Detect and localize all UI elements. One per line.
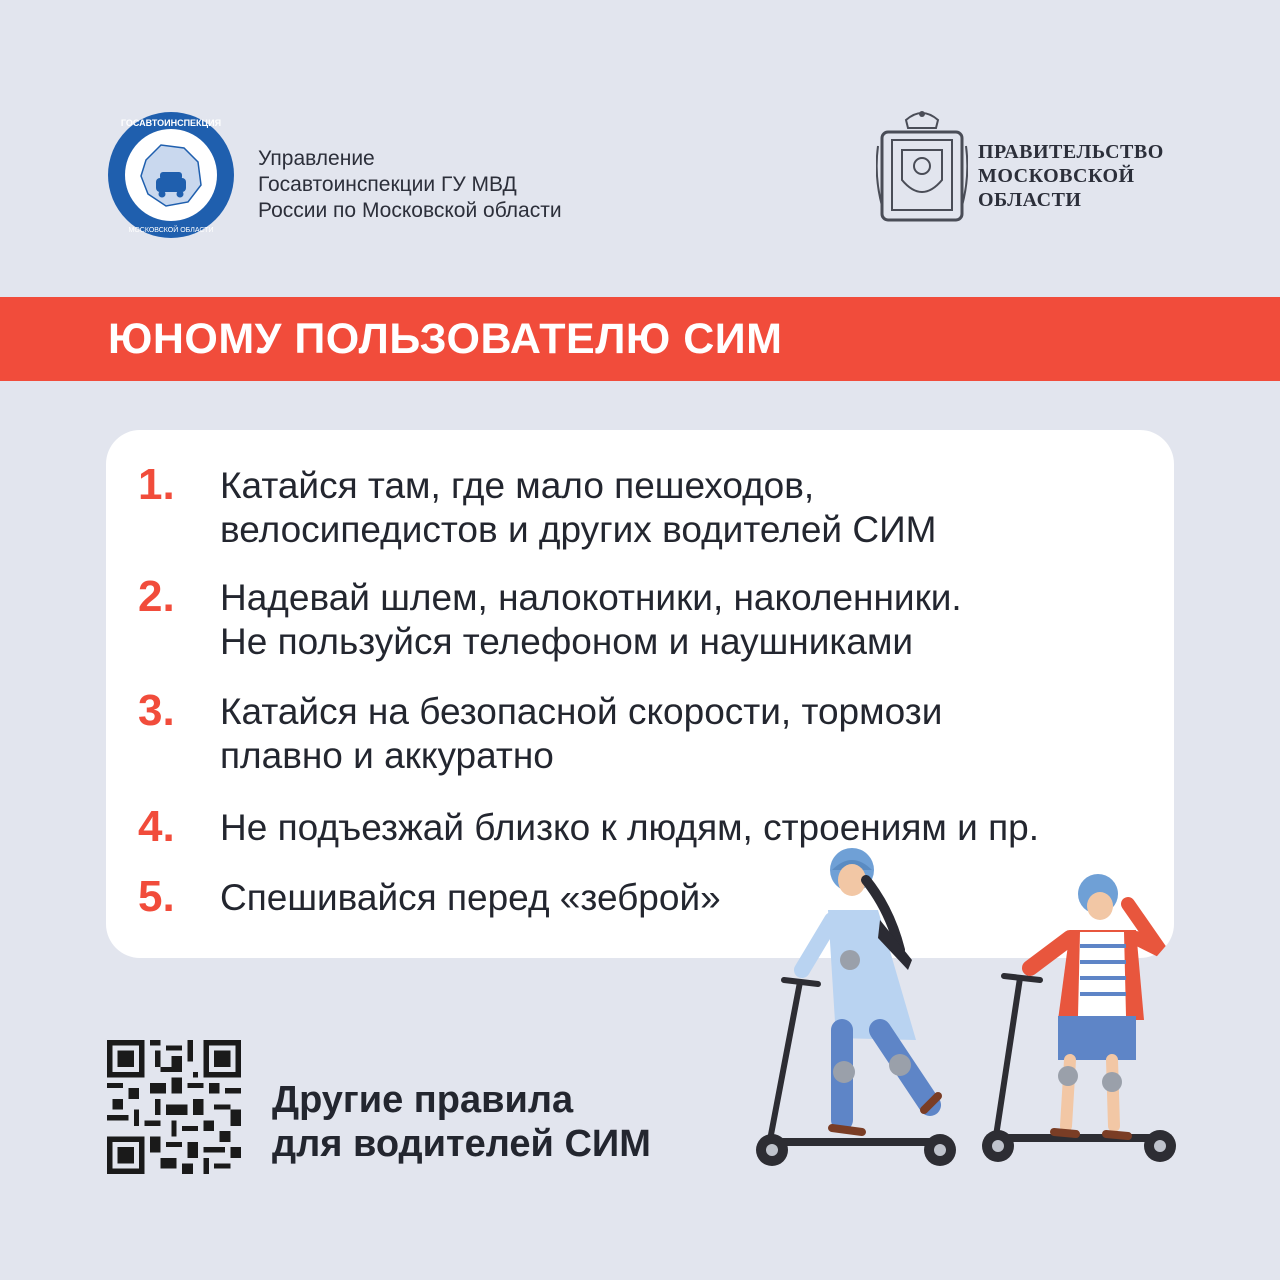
- right-org-line: МОСКОВСКОЙ: [978, 165, 1135, 187]
- rule-number: 3.: [138, 686, 175, 735]
- kids-on-scooters-illustration: [740, 820, 1200, 1180]
- rule-number: 2.: [138, 572, 175, 621]
- rule-number: 5.: [138, 872, 175, 921]
- qr-code[interactable]: [107, 1040, 241, 1174]
- svg-text:ГОСАВТОИНСПЕКЦИЯ: ГОСАВТОИНСПЕКЦИЯ: [120, 118, 222, 128]
- rule-line: Не пользуйся телефоном и наушниками: [220, 621, 914, 662]
- svg-text:МОСКОВСКОЙ ОБЛАСТИ: МОСКОВСКОЙ ОБЛАСТИ: [128, 227, 214, 234]
- right-org-name: [978, 140, 1164, 212]
- rule-text: [220, 690, 942, 778]
- more-rules-line: Другие правила: [272, 1079, 574, 1121]
- rule-text: [220, 464, 936, 552]
- rule-number: 1.: [138, 460, 175, 509]
- right-org-line: ПРАВИТЕЛЬСТВО: [978, 141, 1164, 163]
- right-org-line: ОБЛАСТИ: [978, 189, 1082, 211]
- banner-title: ЮНОМУ ПОЛЬЗОВАТЕЛЮ СИМ: [108, 315, 783, 363]
- rule-line: Катайся там, где мало пешеходов,: [220, 465, 815, 506]
- left-org-name: [258, 146, 562, 224]
- title-banner: [0, 297, 1280, 381]
- rule-line: плавно и аккуратно: [220, 735, 554, 776]
- girl-figure: [802, 848, 938, 1132]
- more-rules-line: для водителей СИМ: [272, 1123, 651, 1165]
- boy-figure: [1030, 874, 1160, 1136]
- traffic-police-emblem: [106, 110, 236, 240]
- left-org-line: Управление: [258, 147, 375, 170]
- rule-number: 4.: [138, 802, 175, 851]
- rule-line: велосипедистов и других водителей СИМ: [220, 509, 937, 550]
- rule-text: [220, 876, 721, 920]
- left-org-line: России по Московской области: [258, 199, 562, 222]
- rule-line: Спешивайся перед «зеброй»: [220, 877, 721, 918]
- header: [0, 0, 1280, 290]
- left-org-line: Госавтоинспекции ГУ МВД: [258, 173, 517, 196]
- rule-line: Не подъезжай близко к людям, строениям и пр.: [220, 807, 1039, 848]
- moscow-region-coat-of-arms-icon: [876, 106, 968, 226]
- rule-line: Надевай шлем, налокотники, наколенники.: [220, 577, 962, 618]
- rule-line: Катайся на безопасной скорости, тормози: [220, 691, 943, 732]
- rule-text: [220, 576, 962, 664]
- more-rules-text: [272, 1078, 651, 1166]
